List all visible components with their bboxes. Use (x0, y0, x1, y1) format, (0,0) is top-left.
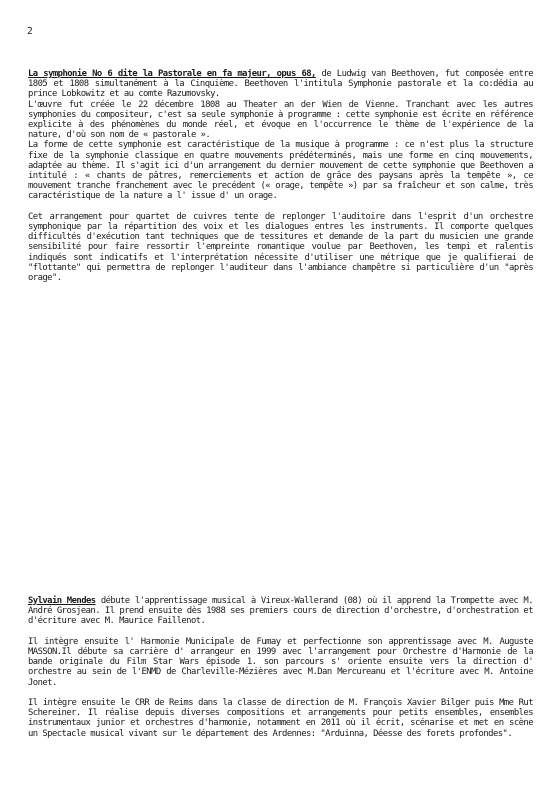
page-number: 2 (27, 26, 33, 37)
bio-section (28, 596, 533, 749)
intro-paragraph-3: La forme de cette symphonie est caractéristique de la musique à programme : ce n'est plus la structure fixe de la symphonie classique en quatre mouvements prédéterminés, mais une forme en cinq mouvements, adaptée au thème. Il s'agit ici d'un arrangement du dernier mouvement de cette symphonie que Beethoven a intitulé : « chants de pâtres, remerciements et action de grâce des paysans après la tempête », ce mouvement tranche franchement avec le precédent (« orage, tempête ») par sa fraîcheur et son calme, très caractéristique de la nature a l' issue d' un orage. (28, 140, 533, 202)
intro-paragraph-4: Cet arrangement pour quartet de cuivres tente de replonger l'auditoire dans l'esprit d'un orchestre symphonique par la répartition des voix et les dialogues entres les instruments. Il comporte quelques difficultés d'exécution tant techniques que de tessitures et demande de la part du musicien une grande sensibilité pour faire ressortir l'empreinte romantique voulue par Beethoven, les tempi et ralentis indiqués sont indicatifs et l'interprétation nécessite d'utiliser une métrique que je qualifierai de "flottante" qui permettra de replonger l'auditeur dans l'ambiance champêtre si particulière d'un "après orage". (28, 211, 533, 284)
intro-section (28, 69, 533, 293)
intro-paragraph-1-text: de Ludwig van Beethoven, fut composée entre 1805 et 1808 simultanément à la Cinquième. Beethoven l'intitula Symphonie pastorale et la co:dédia au prince Lobkowitz et au comte Razumovsky. (28, 69, 533, 100)
intro-paragraph-1 (28, 69, 533, 100)
bio-paragraph-3: Il intègre ensuite le CRR de Reims dans la classe de direction de M. François Xavier Bilger puis Mme Rut Schereiner. Il réalise depuis diverses compositions et arrangements pour petits ensembles, ensembles instrumentaux junior et orchestres d'harmonie, notamment en 2011 où il écrit, scénarise et met en scène un Spectacle musical vivant sur le département des Ardennes: "Arduinna, Déesse des forets profondes". (28, 698, 533, 739)
bio-paragraph-1 (28, 596, 533, 627)
intro-paragraph-2: L'œuvre fut créée le 22 décembre 1808 au Theater an der Wien de Vienne. Tranchant avec les autres symphonies du compositeur, c'est sa seule symphonie à programme : cette symphonie est écrite en référence explicite à des phénomènes du monde réel, et évoque en l'occurrence le thème de l'expérience de la nature, d'où son nom de « pastorale ». (28, 99, 533, 141)
bio-paragraph-2: Il intègre ensuite l' Harmonie Municipale de Fumay et perfectionne son apprentissage avec M. Auguste MASSON.Il débute sa carrière d' arrangeur en 1999 avec l'arrangement pour Orchestre d'Harmonie de la bande originale du Film Star Wars épisode 1. son parcours s' oriente ensuite vers la direction d' orchestre au sein de l'ENMD de Charleville-Mézières avec M.Dan Mercureanu et l'écriture avec M. Antoine Jonet. (28, 636, 533, 688)
author-name: Sylvain Mendes (28, 596, 96, 606)
bio-paragraph-1-text: débute l'apprentissage musical à Vireux-Wallerand (08) où il apprend la Trompette avec M. André Grosjean. Il prend ensuite dès 1988 ses premiers cours de direction d'orchestre, d'orchestration et d'écriture avec M. Maurice Faillenot. (28, 596, 534, 627)
work-title: La symphonie No 6 dite la Pastorale en fa majeur, opus 68, (28, 69, 316, 79)
